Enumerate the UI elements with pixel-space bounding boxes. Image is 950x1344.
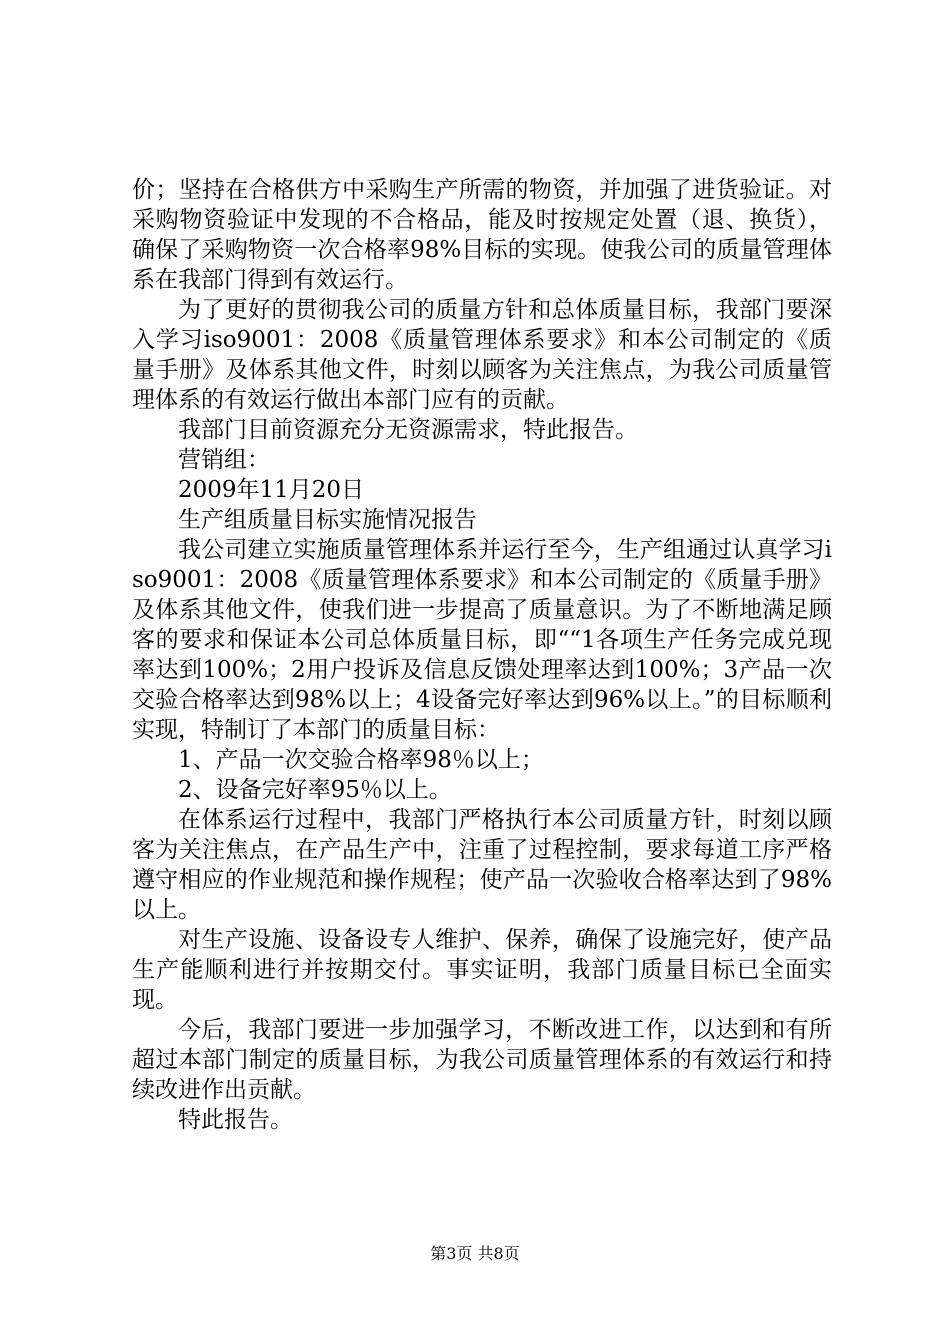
closing-line: 特此报告。 xyxy=(178,1107,293,1133)
paragraph: 对生产设施、设备设专人维护、保养，确保了设施完好，使产品生产能顺利进行并按期交付。事实证明，我部门质量目标已全面实现。 xyxy=(132,927,832,1013)
list-item: 1、产品一次交验合格率98％以上； xyxy=(178,747,544,773)
signature-date: 2009年11月20日 xyxy=(178,477,365,503)
paragraph: 我公司建立实施质量管理体系并运行至今，生产组通过认真学习iso9001：2008《质量管理体系要求》和本公司制定的《质量手册》及体系其他文件，使我们进一步提高了质量意识。为了不断地满足顾客的要求和保证本公司总体质量目标，即““1各项生产任务完成兑现率达到100%；2用户投诉及信息反馈处理率达到100%；3产品一次交验合格率达到98%以上；4设备完好率达到96%以上。”的目标顺利实现，特制订了本部门的质量目标： xyxy=(132,537,832,743)
paragraph: 价；坚持在合格供方中采购生产所需的物资，并加强了进货验证。对采购物资验证中发现的不合格品，能及时按规定处置（退、换货），确保了采购物资一次合格率98%目标的实现。使我公司的质量管理体系在我部门得到有效运行。 xyxy=(132,177,832,293)
list-item: 2、设备完好率95％以上。 xyxy=(178,777,452,803)
document-body xyxy=(132,175,832,1135)
paragraph: 在体系运行过程中，我部门严格执行本公司质量方针，时刻以顾客为关注焦点，在产品生产中，注重了过程控制，要求每道工序严格遵守相应的作业规范和操作规程；使产品一次验收合格率达到了98%以上。 xyxy=(132,807,832,923)
paragraph: 为了更好的贯彻我公司的质量方针和总体质量目标，我部门要深入学习iso9001：2008《质量管理体系要求》和本公司制定的《质量手册》及体系其他文件，时刻以顾客为关注焦点，为我公司质量管理体系的有效运行做出本部门应有的贡献。 xyxy=(132,297,832,413)
paragraph: 今后，我部门要进一步加强学习，不断改进工作，以达到和有所超过本部门制定的质量目标，为我公司质量管理体系的有效运行和持续改进作出贡献。 xyxy=(132,1017,832,1103)
paragraph: 我部门目前资源充分无资源需求，特此报告。 xyxy=(178,417,638,443)
page-number-footer: 第3页 共8页 xyxy=(430,1244,520,1263)
signature-department: 营销组： xyxy=(178,447,270,473)
section-title: 生产组质量目标实施情况报告 xyxy=(178,507,477,533)
